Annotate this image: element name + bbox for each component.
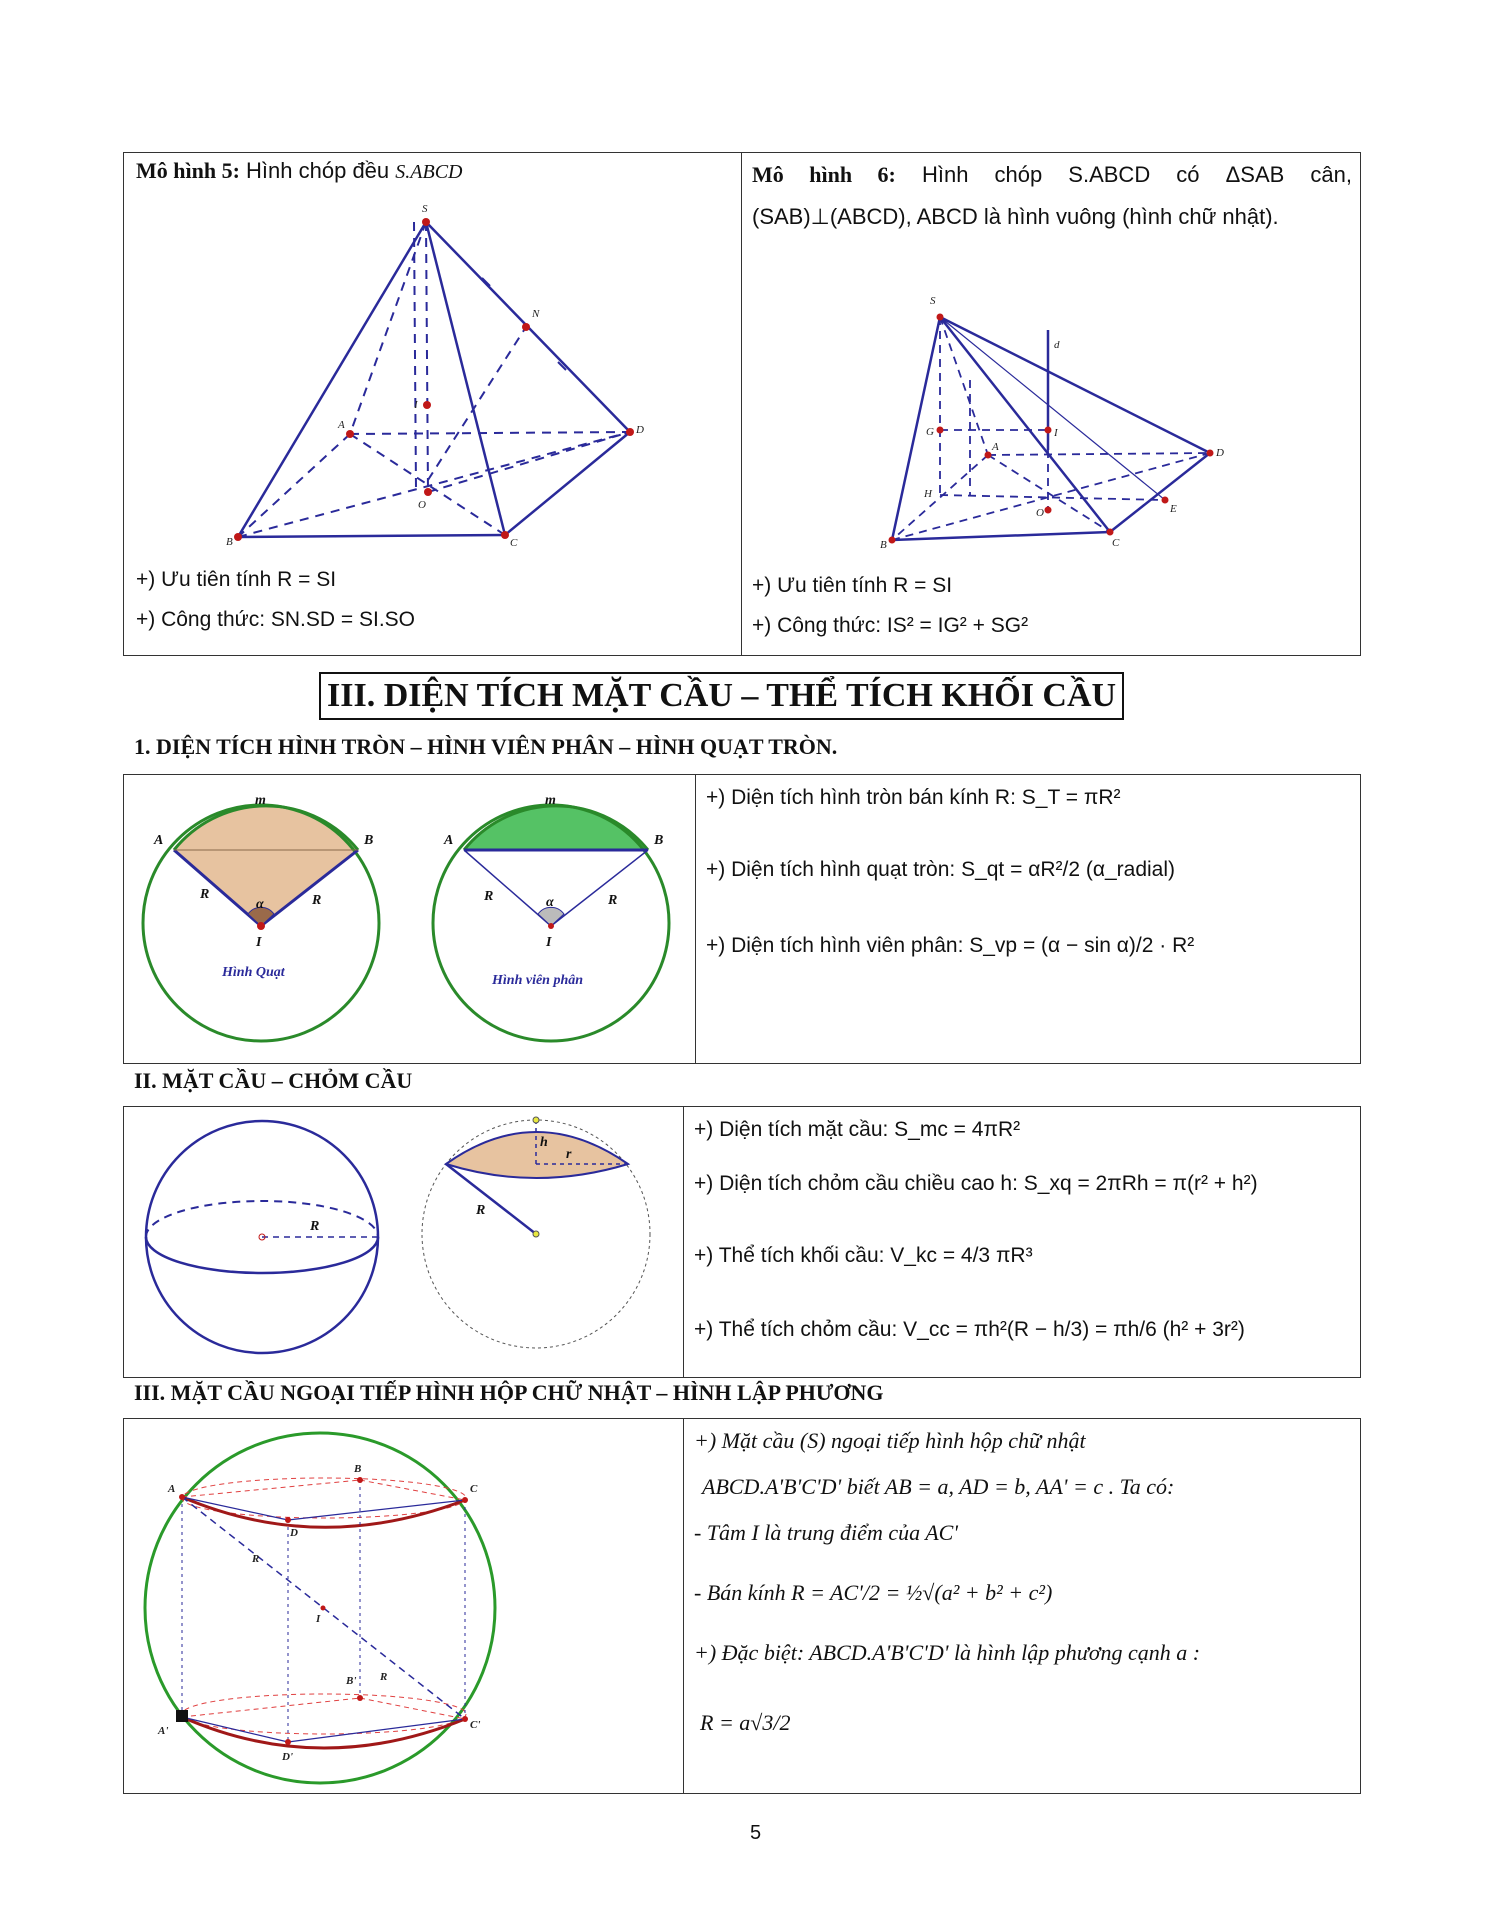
box-line6: R = a√3/2 bbox=[700, 1710, 791, 1735]
segment-diagram bbox=[428, 788, 686, 1050]
box-label-D: D bbox=[290, 1527, 298, 1539]
sector-label-R-left: R bbox=[200, 887, 210, 902]
sector-diagram bbox=[138, 788, 396, 1050]
model6-label-E: E bbox=[1170, 503, 1177, 515]
segment-label-R-right: R bbox=[608, 893, 618, 908]
model6-label-S: S bbox=[930, 295, 936, 307]
box-table-divider bbox=[683, 1418, 684, 1794]
model6-label-A: A bbox=[992, 441, 999, 453]
model6-line1: +) Ưu tiên tính R = SI bbox=[752, 574, 953, 597]
box-line4: - Bán kính R = AC'/2 = ½√(a² + b² + c²) bbox=[694, 1580, 1053, 1605]
model5-label-I: I bbox=[414, 399, 418, 411]
box-line5: +) Đặc biệt: ABCD.A'B'C'D' là hình lập phương cạnh a : bbox=[694, 1640, 1201, 1665]
spherical-cap-diagram bbox=[420, 1110, 670, 1360]
model5-label-D: D bbox=[636, 424, 644, 436]
sector-label-B: B bbox=[364, 833, 374, 848]
model5-label-N: N bbox=[532, 308, 540, 320]
model5-label-O: O bbox=[418, 499, 426, 511]
box-line3: - Tâm I là trung điểm của AC' bbox=[694, 1520, 959, 1545]
box-label-I: I bbox=[316, 1613, 321, 1625]
formula-sector-area: +) Diện tích hình quạt tròn: S_qt = αR²/2 (α_radial) bbox=[706, 858, 1176, 881]
sphere-table-divider bbox=[683, 1106, 684, 1378]
box-label-A1: A' bbox=[158, 1725, 169, 1737]
box-line1: +) Mặt cầu (S) ngoại tiếp hình hộp chữ nhật bbox=[694, 1428, 1086, 1453]
sphere-label-R: R bbox=[310, 1219, 320, 1234]
sphere-diagram bbox=[140, 1120, 390, 1360]
formula-sphere-area: +) Diện tích mặt cầu: S_mc = 4πR² bbox=[694, 1118, 1021, 1141]
segment-label-B: B bbox=[654, 833, 664, 848]
subheading-3: III. MẶT CẦU NGOẠI TIẾP HÌNH HỘP CHỮ NHẬT – HÌNH LẬP PHƯƠNG bbox=[134, 1380, 884, 1405]
model6-title: Mô hình 6: Hình chóp S.ABCD có ΔSAB cân, (SAB)⊥(ABCD), ABCD là hình vuông (hình chữ nhật). bbox=[752, 162, 1352, 229]
segment-label-m: m bbox=[545, 793, 556, 808]
sector-label-R-right: R bbox=[312, 893, 322, 908]
model5-label-C: C bbox=[510, 537, 518, 549]
box-label-B1: B' bbox=[346, 1675, 357, 1687]
formula-circle-area: +) Diện tích hình tròn bán kính R: S_T = πR² bbox=[706, 786, 1121, 809]
segment-caption: Hình viên phân bbox=[492, 973, 584, 988]
model5-label-S: S bbox=[422, 203, 428, 215]
formula-cap-volume: +) Thể tích chỏm cầu: V_cc = πh²(R − h/3) = πh/6 (h² + 3r²) bbox=[694, 1318, 1245, 1341]
formula-cap-area: +) Diện tích chỏm cầu chiều cao h: S_xq = 2πRh = π(r² + h²) bbox=[694, 1172, 1258, 1195]
section-heading: III. DIỆN TÍCH MẶT CẦU – THỂ TÍCH KHỐI CẦU bbox=[319, 672, 1124, 720]
box-label-A: A bbox=[168, 1483, 176, 1495]
models-table-divider bbox=[741, 152, 742, 656]
model6-label-G: G bbox=[926, 426, 934, 438]
sector-label-I: I bbox=[256, 935, 262, 950]
model5-line1: +) Ưu tiên tính R = SI bbox=[136, 568, 337, 591]
box-label-C1: C' bbox=[470, 1719, 481, 1731]
model5-line2: +) Công thức: SN.SD = SI.SO bbox=[136, 608, 415, 631]
model6-label-C: C bbox=[1112, 537, 1120, 549]
circumscribed-box-diagram bbox=[140, 1428, 505, 1788]
segment-label-R-left: R bbox=[484, 889, 494, 904]
model6-label-d: d bbox=[1054, 339, 1060, 351]
box-label-D1: D' bbox=[282, 1751, 293, 1763]
model6-label-O: O bbox=[1036, 507, 1044, 519]
sector-label-A: A bbox=[154, 833, 164, 848]
segment-label-A: A bbox=[444, 833, 454, 848]
model6-label-B: B bbox=[880, 539, 887, 551]
sector-label-m: m bbox=[255, 793, 266, 808]
circles-table-divider bbox=[695, 774, 696, 1064]
formula-segment-area: +) Diện tích hình viên phân: S_vp = (α − sin α)/2 · R² bbox=[706, 934, 1195, 957]
sector-label-alpha: α bbox=[256, 897, 264, 912]
model5-pyramid-diagram bbox=[220, 200, 660, 550]
box-line2: ABCD.A'B'C'D' biết AB = a, AD = b, AA' = c . Ta có: bbox=[702, 1474, 1175, 1499]
subheading-2: II. MẶT CẦU – CHỎM CẦU bbox=[134, 1068, 413, 1093]
sector-caption: Hình Quạt bbox=[222, 965, 285, 980]
model5-label-B: B bbox=[226, 536, 233, 548]
model6-pyramid-diagram bbox=[880, 290, 1240, 570]
segment-label-I: I bbox=[546, 935, 552, 950]
model6-label-D: D bbox=[1216, 447, 1224, 459]
cap-label-h: h bbox=[540, 1135, 548, 1150]
model5-title: Mô hình 5: Hình chóp đều S.ABCD bbox=[136, 158, 463, 183]
model6-label-H: H bbox=[924, 488, 932, 500]
box-label-B: B bbox=[354, 1463, 362, 1475]
box-label-R-bottom: R bbox=[380, 1671, 388, 1683]
model6-label-I: I bbox=[1054, 427, 1058, 439]
model6-line2: +) Công thức: IS² = IG² + SG² bbox=[752, 614, 1029, 637]
segment-label-alpha: α bbox=[546, 895, 554, 910]
subheading-1: 1. DIỆN TÍCH HÌNH TRÒN – HÌNH VIÊN PHÂN – HÌNH QUẠT TRÒN. bbox=[134, 734, 838, 759]
formula-sphere-volume: +) Thể tích khối cầu: V_kc = 4/3 πR³ bbox=[694, 1244, 1033, 1267]
box-label-C: C bbox=[470, 1483, 478, 1495]
box-label-R-top: R bbox=[252, 1553, 260, 1565]
cap-label-R: R bbox=[476, 1203, 486, 1218]
page-number: 5 bbox=[750, 1822, 762, 1844]
cap-label-r: r bbox=[566, 1147, 572, 1162]
model5-label-A: A bbox=[338, 419, 345, 431]
